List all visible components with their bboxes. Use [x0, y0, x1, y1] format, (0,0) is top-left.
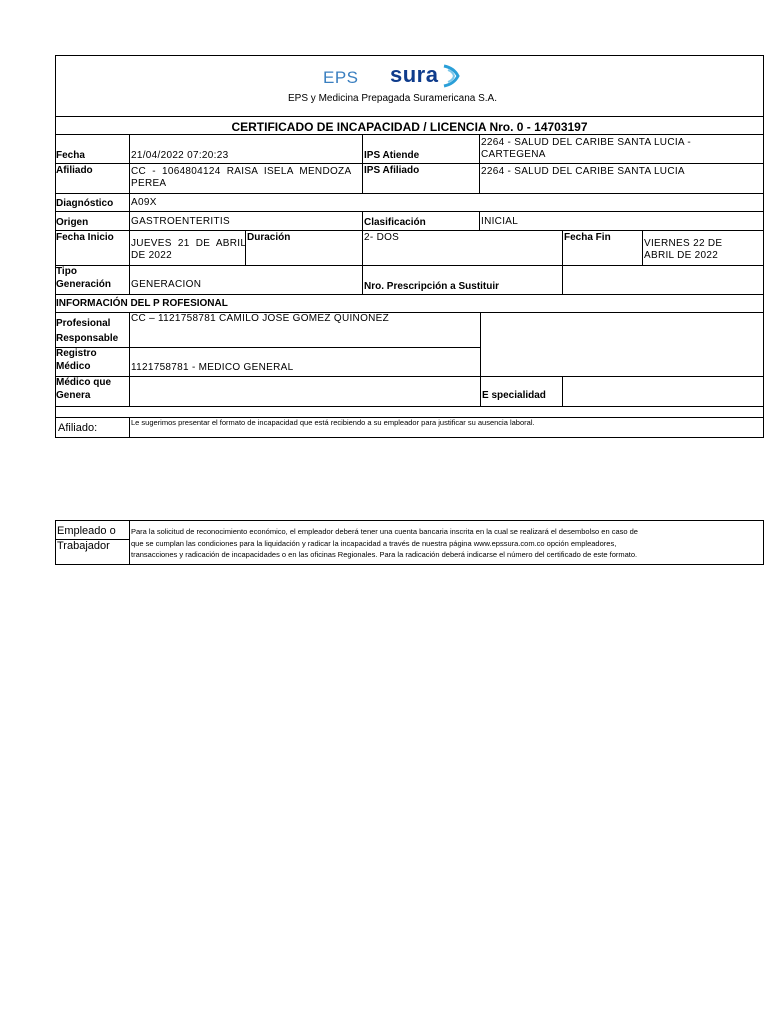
- divider: [55, 193, 764, 194]
- col-line: [479, 134, 480, 193]
- divider: [55, 116, 764, 117]
- col-line: [129, 417, 130, 438]
- company-name: EPS y Medicina Prepagada Suramericana S.A.: [288, 93, 497, 104]
- sura-logo-icon: [440, 64, 464, 88]
- empleado-note-text-cont: que se cumplan las condiciones para la liquidación y radicar la incapacidad a través de nuestra página www.epssura.com.co opción empleadores,: [131, 539, 617, 548]
- sura-logo-text: sura: [390, 62, 439, 87]
- col-line: [129, 230, 130, 265]
- divider: [55, 134, 764, 135]
- registro-value: 1121758781 - MEDICO GENERAL: [131, 362, 294, 373]
- fecha-fin-value-cont: ABRIL DE 2022: [644, 250, 719, 261]
- divider: [55, 294, 764, 295]
- ips-atiende-value: 2264 - SALUD DEL CARIBE SANTA LUCIA -: [481, 137, 692, 148]
- col-line: [362, 230, 363, 265]
- registro-label-cont: Médico: [56, 361, 91, 372]
- col-line: [562, 376, 563, 406]
- empleado-label: Empleado o: [57, 525, 116, 537]
- col-line: [362, 211, 363, 230]
- col-line: [479, 211, 480, 230]
- diagnostico-label: Diagnóstico: [56, 198, 114, 209]
- divider: [55, 211, 764, 212]
- ips-atiende-label: IPS Atiende: [364, 150, 420, 161]
- fecha-fin-value: VIERNES 22 DE: [644, 238, 723, 249]
- tipo-generacion-label-cont: Generación: [56, 279, 112, 290]
- ips-afiliado-value: 2264 - SALUD DEL CARIBE SANTA LUCIA: [481, 166, 685, 177]
- afiliado-note-text: Le sugerimos presentar el formato de incapacidad que está recibiendo a su empleador para justificar su ausencia laboral.: [131, 418, 535, 427]
- afiliado-value-cont: PEREA: [131, 178, 167, 189]
- origen-label: Origen: [56, 217, 89, 228]
- col-line: [129, 193, 130, 211]
- clasificacion-value: INICIAL: [481, 216, 519, 227]
- divider: [55, 347, 480, 348]
- tipo-generacion-value: GENERACION: [131, 279, 202, 290]
- fecha-label: Fecha: [56, 150, 85, 161]
- col-line: [129, 265, 130, 294]
- certificate-title: CERTIFICADO DE INCAPACIDAD / LICENCIA Nro. 0 - 14703197: [231, 120, 588, 134]
- tipo-generacion-label: Tipo: [56, 266, 77, 277]
- col-line: [362, 134, 363, 193]
- afiliado-note-label: Afiliado:: [58, 422, 98, 434]
- profesional-label: Profesional: [56, 318, 111, 329]
- clasificacion-label: Clasificación: [364, 217, 426, 228]
- ips-atiende-value-cont: CARTEGENA: [481, 149, 546, 160]
- registro-label: Registro: [56, 348, 97, 359]
- col-line: [562, 265, 563, 294]
- divider: [55, 376, 764, 377]
- empleado-note-text: Para la solicitud de reconocimiento económico, el empleador deberá tener una cuenta bancaria inscrita en la cual se realizará el desembolso en caso de: [131, 527, 638, 536]
- ips-afiliado-label: IPS Afiliado: [364, 165, 420, 176]
- divider: [55, 230, 764, 231]
- afiliado-value: CC - 1064804124 RAISA ISELA MENDOZA: [131, 166, 352, 177]
- col-line: [562, 230, 563, 265]
- profesional-value: CC – 1121758781 CAMILO JOSE GOMEZ QUIÑONEZ: [131, 313, 390, 324]
- fecha-value: 21/04/2022 07:20:23: [131, 150, 229, 161]
- especialidad-label: E specialidad: [482, 390, 546, 401]
- empleado-note-text-cont2: transacciones y radicación de incapacidades o en las oficinas Regionales. Para la radicación deberá indicarse el número del certificado de este formato.: [131, 550, 638, 559]
- divider: [55, 265, 764, 266]
- col-line: [129, 312, 130, 406]
- fecha-inicio-value: JUEVES 21 DE ABRIL: [131, 238, 247, 249]
- eps-logo-text: EPS: [323, 68, 359, 87]
- col-line: [129, 134, 130, 193]
- col-line: [129, 520, 130, 565]
- fecha-inicio-value-cont: DE 2022: [131, 250, 173, 261]
- fecha-inicio-label: Fecha Inicio: [56, 232, 114, 243]
- col-line: [642, 230, 643, 265]
- divider: [55, 163, 764, 164]
- diagnostico-value: A09X: [131, 197, 157, 208]
- col-line: [245, 230, 246, 265]
- col-line: [362, 265, 363, 294]
- profesional-label-cont: Responsable: [56, 333, 119, 344]
- fecha-fin-label: Fecha Fin: [564, 232, 611, 243]
- origen-value: GASTROENTERITIS: [131, 216, 230, 227]
- duracion-label: Duración: [247, 232, 291, 243]
- info-profesional-heading: INFORMACIÓN DEL P ROFESIONAL: [56, 298, 228, 309]
- nro-prescripcion-label: Nro. Prescripción a Sustituir: [364, 281, 500, 292]
- medico-genera-label-cont: Genera: [56, 390, 91, 401]
- empleado-label-cont: Trabajador: [57, 540, 110, 552]
- duracion-value: 2- DOS: [364, 232, 400, 243]
- divider: [55, 406, 764, 407]
- medico-genera-label: Médico que: [56, 377, 112, 388]
- col-line: [480, 312, 481, 406]
- col-line: [129, 211, 130, 230]
- afiliado-label: Afiliado: [56, 165, 93, 176]
